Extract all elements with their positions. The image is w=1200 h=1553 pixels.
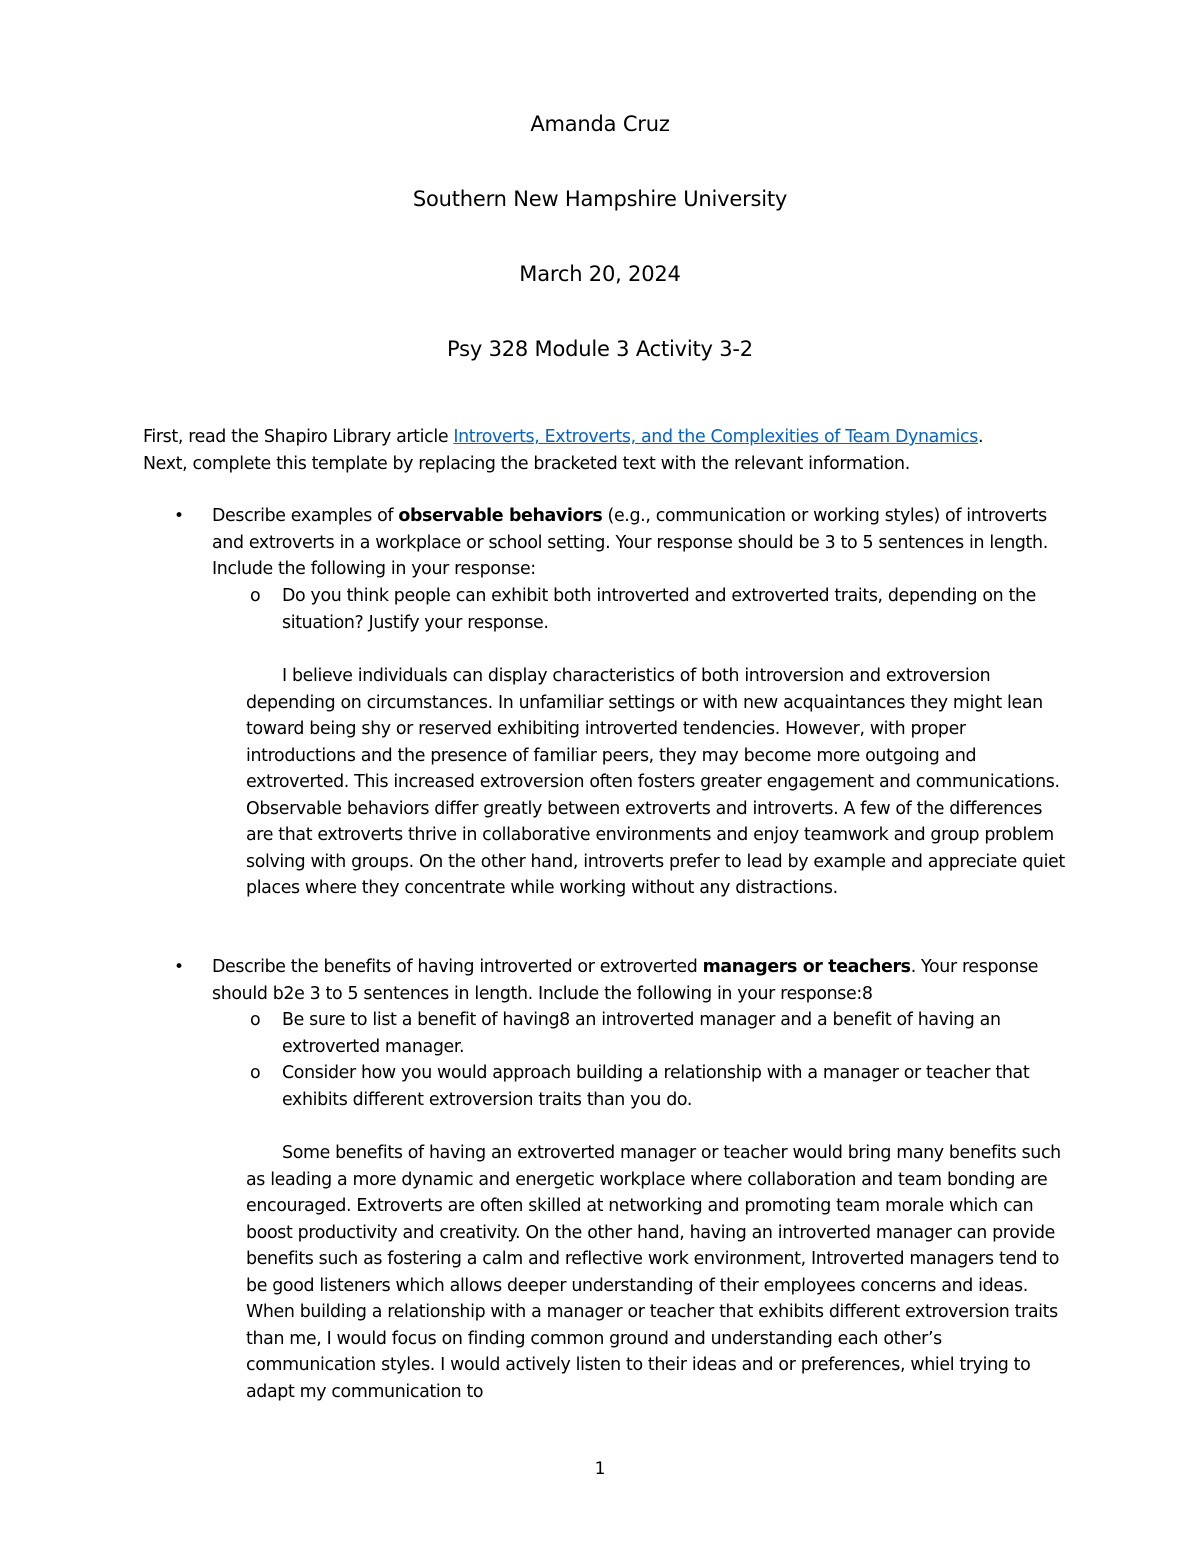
sub-bullet-icon: o [250, 1063, 261, 1083]
sub-bullet-3-text: Consider how you would approach building a relationship with a manager or teacher that exhibits different extroversion traits than you do. [282, 1063, 1030, 1110]
bullet-managers-teachers [174, 954, 1072, 1007]
bullet-prompt-2 [212, 954, 1072, 1007]
answer-2-text: Some benefits of having an extroverted manager or teacher would bring many benefits such as leading a more dynamic and energetic workplace where collaboration and team bonding are encouraged. Extroverts are often skilled at networking and promoting team morale which can boost productivity and creativity. On the other hand, having an introverted manager can provide benefits such as fostering a calm and reflective work environment, Introverted managers tend to be good listeners which allows deeper understanding of their employees concerns and ideas. When building a relationship with a manager or teacher that exhibits different extroversion traits than me, I would focus on finding common ground and understanding each other’s communication styles. I would actively listen to their ideas and or preferences, whiel trying to adapt my communication to [246, 1143, 1061, 1402]
page-number: 1 [594, 1459, 606, 1479]
bullet-observable-behaviors [174, 503, 1072, 583]
bullet-icon: • [174, 506, 184, 526]
intro-prefix: First, read the Shapiro Library article [143, 427, 454, 447]
prompt-1-suffix: (e.g., communication or working styles) of introverts and extroverts in a workplace or school setting. Your response should be 3 to 5 sentences in length. Include the following in your response: [212, 506, 1048, 579]
course-title: Psy 328 Module 3 Activity 3-2 [447, 337, 753, 361]
prompt-2-bold: managers or teachers [702, 957, 911, 977]
prompt-2-suffix: . Your response should b2e 3 to 5 sentences in length. Include the following in your response:8 [212, 957, 1039, 1004]
sub-bullet-icon: o [250, 586, 261, 606]
prompt-1-prefix: Describe examples of [212, 506, 399, 526]
prompt-2-prefix: Describe the benefits of having introverted or extroverted [212, 957, 703, 977]
document-date: March 20, 2024 [519, 262, 681, 286]
article-link[interactable]: Introverts, Extroverts, and the Complexities of Team Dynamics [453, 427, 978, 447]
intro-line-2: Next, complete this template by replacing the bracketed text with the relevant information. [143, 453, 910, 474]
answer-section-1 [246, 663, 1066, 902]
bullet-icon: • [174, 957, 184, 977]
sub-bullet-icon: o [250, 1010, 261, 1030]
sub-bullet-traits-question [250, 583, 1072, 636]
bullet-prompt-1 [212, 503, 1072, 583]
prompt-1-bold: observable behaviors [398, 506, 603, 526]
author-name: Amanda Cruz [530, 112, 670, 136]
sub-bullet-relationship [250, 1060, 1072, 1113]
sub-bullet-2-text: Be sure to list a benefit of having8 an introverted manager and a benefit of having an extroverted manager. [282, 1010, 1001, 1057]
intro-paragraph [143, 424, 1083, 477]
intro-suffix: . [977, 427, 984, 447]
intro-line-1 [143, 424, 1083, 451]
answer-section-2 [246, 1140, 1066, 1405]
answer-1-text: I believe individuals can display characteristics of both introversion and extroversion depending on circumstances. In unfamiliar settings or with new acquaintances they might lean toward being shy or reserved exhibiting introverted tendencies. However, with proper introductions and the presence of familiar peers, they may become more outgoing and extroverted. This increased extroversion often fosters greater engagement and communications. Observable behaviors differ greatly between extroverts and introverts. A few of the differences are that extroverts thrive in collaborative environments and enjoy teamwork and group problem solving with groups. On the other hand, introverts prefer to lead by example and appreciate quiet places where they concentrate while working without any distractions. [246, 666, 1065, 898]
sub-bullet-1-text: Do you think people can exhibit both introverted and extroverted traits, depending on the situation? Justify your response. [282, 586, 1037, 633]
sub-bullet-benefit-list [250, 1007, 1072, 1060]
institution-name: Southern New Hampshire University [412, 187, 788, 211]
